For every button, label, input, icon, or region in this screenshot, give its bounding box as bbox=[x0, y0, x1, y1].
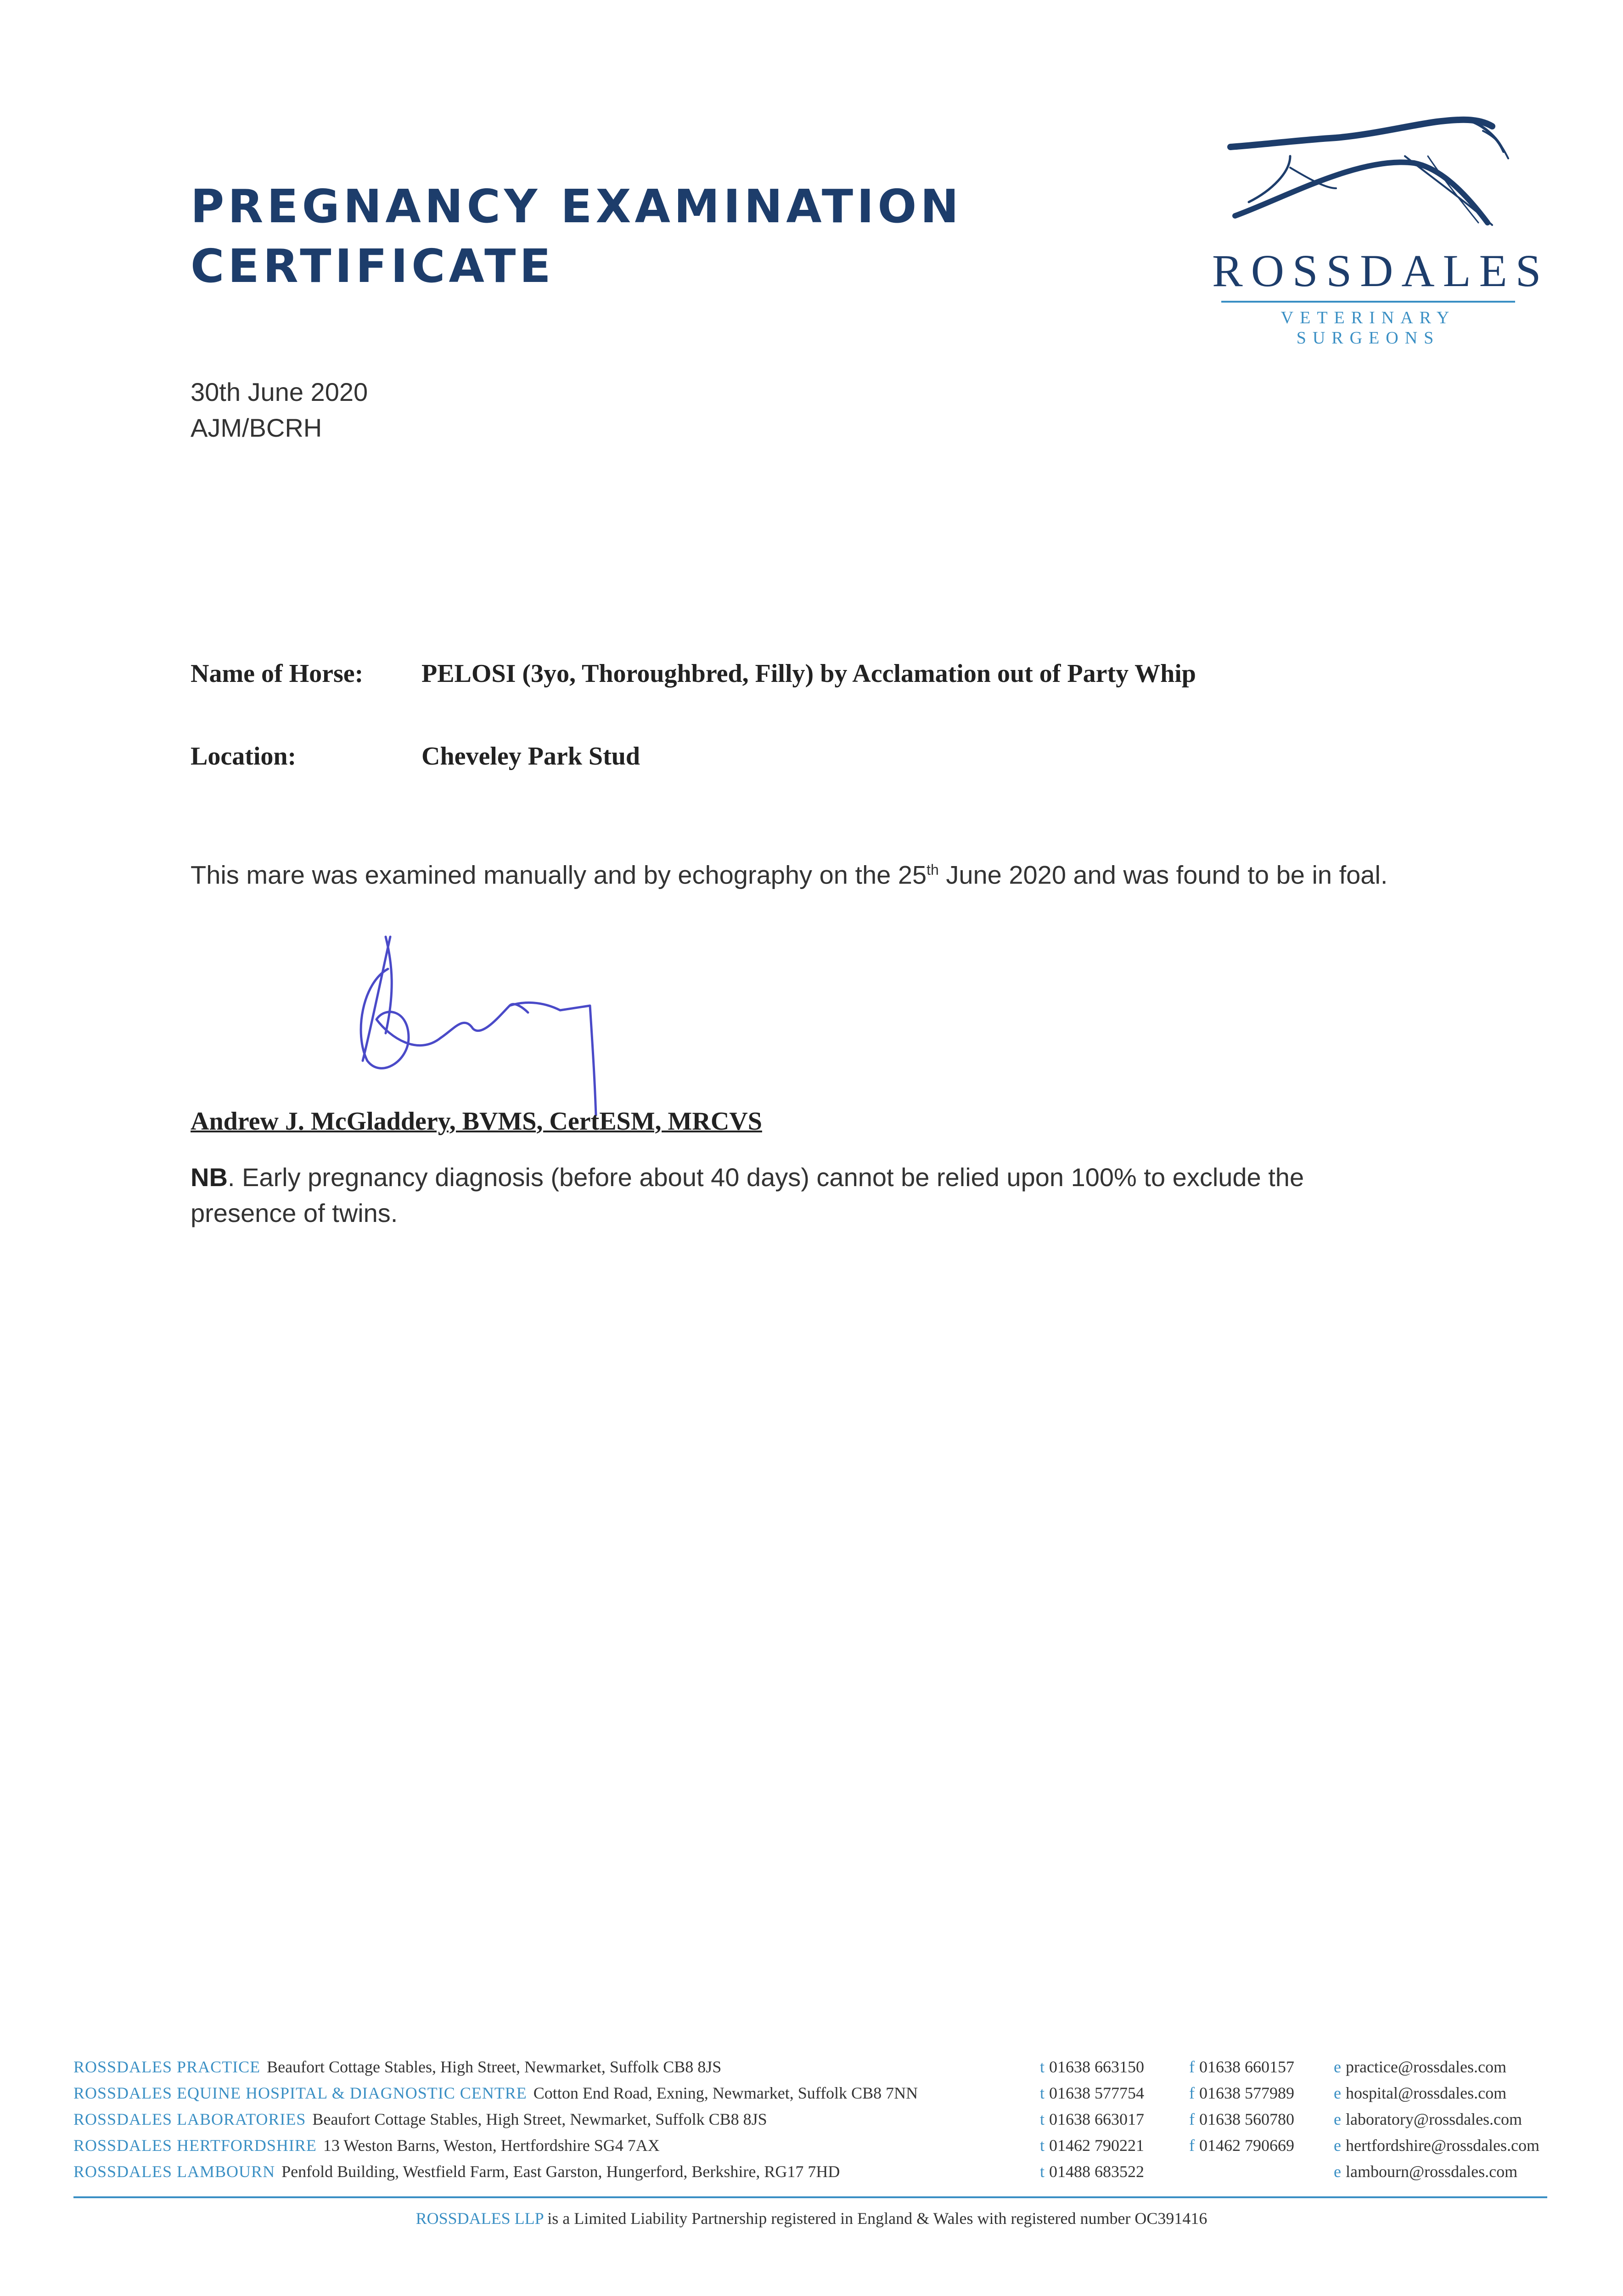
letter-meta bbox=[191, 374, 368, 446]
footer-fax: f 01638 660157 bbox=[1189, 2058, 1294, 2076]
footer-org: ROSSDALES EQUINE HOSPITAL & DIAGNOSTIC CENTRE bbox=[73, 2084, 527, 2102]
note-text: . Early pregnancy diagnosis (before about 40 days) cannot be relied upon 100% to exclude the presence of twins. bbox=[191, 1163, 1304, 1227]
note-label: NB bbox=[191, 1163, 228, 1192]
handwritten-signature bbox=[335, 923, 634, 1116]
registration-notice bbox=[0, 2209, 1623, 2228]
title-line-1: PREGNANCY EXAMINATION bbox=[191, 180, 963, 233]
horse-name-label: Name of Horse: bbox=[191, 659, 364, 688]
footer-address: 13 Weston Barns, Weston, Hertfordshire SG4 7AX bbox=[323, 2136, 660, 2155]
registration-text: is a Limited Liability Partnership registered in England & Wales with registered number OC391416 bbox=[543, 2209, 1207, 2228]
footer-row bbox=[73, 2162, 1561, 2188]
letter-date: 30th June 2020 bbox=[191, 377, 368, 406]
footer-telephone: t 01488 683522 bbox=[1040, 2162, 1145, 2181]
exam-statement bbox=[191, 852, 1403, 893]
logo-divider bbox=[1221, 301, 1515, 303]
footer-fax: f 01462 790669 bbox=[1189, 2136, 1294, 2155]
logo-brand-name: ROSSDALES bbox=[1212, 245, 1550, 296]
footer-email[interactable]: e practice@rossdales.com bbox=[1334, 2058, 1506, 2076]
footer-org: ROSSDALES LABORATORIES bbox=[73, 2110, 306, 2128]
footer-divider bbox=[73, 2196, 1547, 2198]
footer-org: ROSSDALES HERTFORDSHIRE bbox=[73, 2136, 317, 2155]
footer-email[interactable]: e lambourn@rossdales.com bbox=[1334, 2162, 1518, 2181]
footer-fax: f 01638 577989 bbox=[1189, 2084, 1294, 2102]
horse-logo-icon bbox=[1221, 113, 1515, 246]
footer-telephone: t 01638 663150 bbox=[1040, 2058, 1145, 2076]
footer-org: ROSSDALES PRACTICE bbox=[73, 2058, 261, 2076]
footer-contacts bbox=[73, 2057, 1561, 2188]
footer-row bbox=[73, 2083, 1561, 2110]
horse-name-value: PELOSI (3yo, Thoroughbred, Filly) by Acclamation out of Party Whip bbox=[421, 659, 1196, 688]
twins-note bbox=[191, 1159, 1403, 1231]
footer-address: Beaufort Cottage Stables, High Street, Newmarket, Suffolk CB8 8JS bbox=[312, 2110, 767, 2128]
exam-statement-end: June 2020 and was found to be in foal. bbox=[938, 860, 1388, 889]
footer-telephone: t 01638 663017 bbox=[1040, 2110, 1145, 2128]
location-value: Cheveley Park Stud bbox=[421, 742, 640, 771]
certificate-title bbox=[191, 177, 962, 296]
footer-address: Cotton End Road, Exning, Newmarket, Suffolk CB8 7NN bbox=[533, 2084, 918, 2102]
signatory-name: Andrew J. McGladdery, BVMS, CertESM, MRCVS bbox=[191, 1107, 762, 1136]
footer-email[interactable]: e hertfordshire@rossdales.com bbox=[1334, 2136, 1540, 2155]
footer-address: Beaufort Cottage Stables, High Street, Newmarket, Suffolk CB8 8JS bbox=[267, 2058, 722, 2076]
registration-org: ROSSDALES LLP bbox=[416, 2209, 544, 2228]
footer-org: ROSSDALES LAMBOURN bbox=[73, 2162, 275, 2181]
location-label: Location: bbox=[191, 742, 297, 771]
footer-row bbox=[73, 2136, 1561, 2162]
footer-address: Penfold Building, Westfield Farm, East Garston, Hungerford, Berkshire, RG17 7HD bbox=[281, 2162, 840, 2181]
footer-email[interactable]: e hospital@rossdales.com bbox=[1334, 2084, 1507, 2102]
title-line-2: CERTIFICATE bbox=[191, 239, 555, 293]
letter-reference: AJM/BCRH bbox=[191, 413, 322, 442]
footer-telephone: t 01638 577754 bbox=[1040, 2084, 1145, 2102]
exam-date-ordinal: th bbox=[927, 861, 939, 878]
footer-row bbox=[73, 2110, 1561, 2136]
footer-email[interactable]: e laboratory@rossdales.com bbox=[1334, 2110, 1522, 2128]
rossdales-logo bbox=[1212, 113, 1550, 348]
footer-row bbox=[73, 2057, 1561, 2083]
footer-telephone: t 01462 790221 bbox=[1040, 2136, 1145, 2155]
exam-statement-text: This mare was examined manually and by echography on the 25 bbox=[191, 860, 927, 889]
logo-tagline: VETERINARY SURGEONS bbox=[1280, 308, 1456, 348]
footer-fax: f 01638 560780 bbox=[1189, 2110, 1294, 2128]
